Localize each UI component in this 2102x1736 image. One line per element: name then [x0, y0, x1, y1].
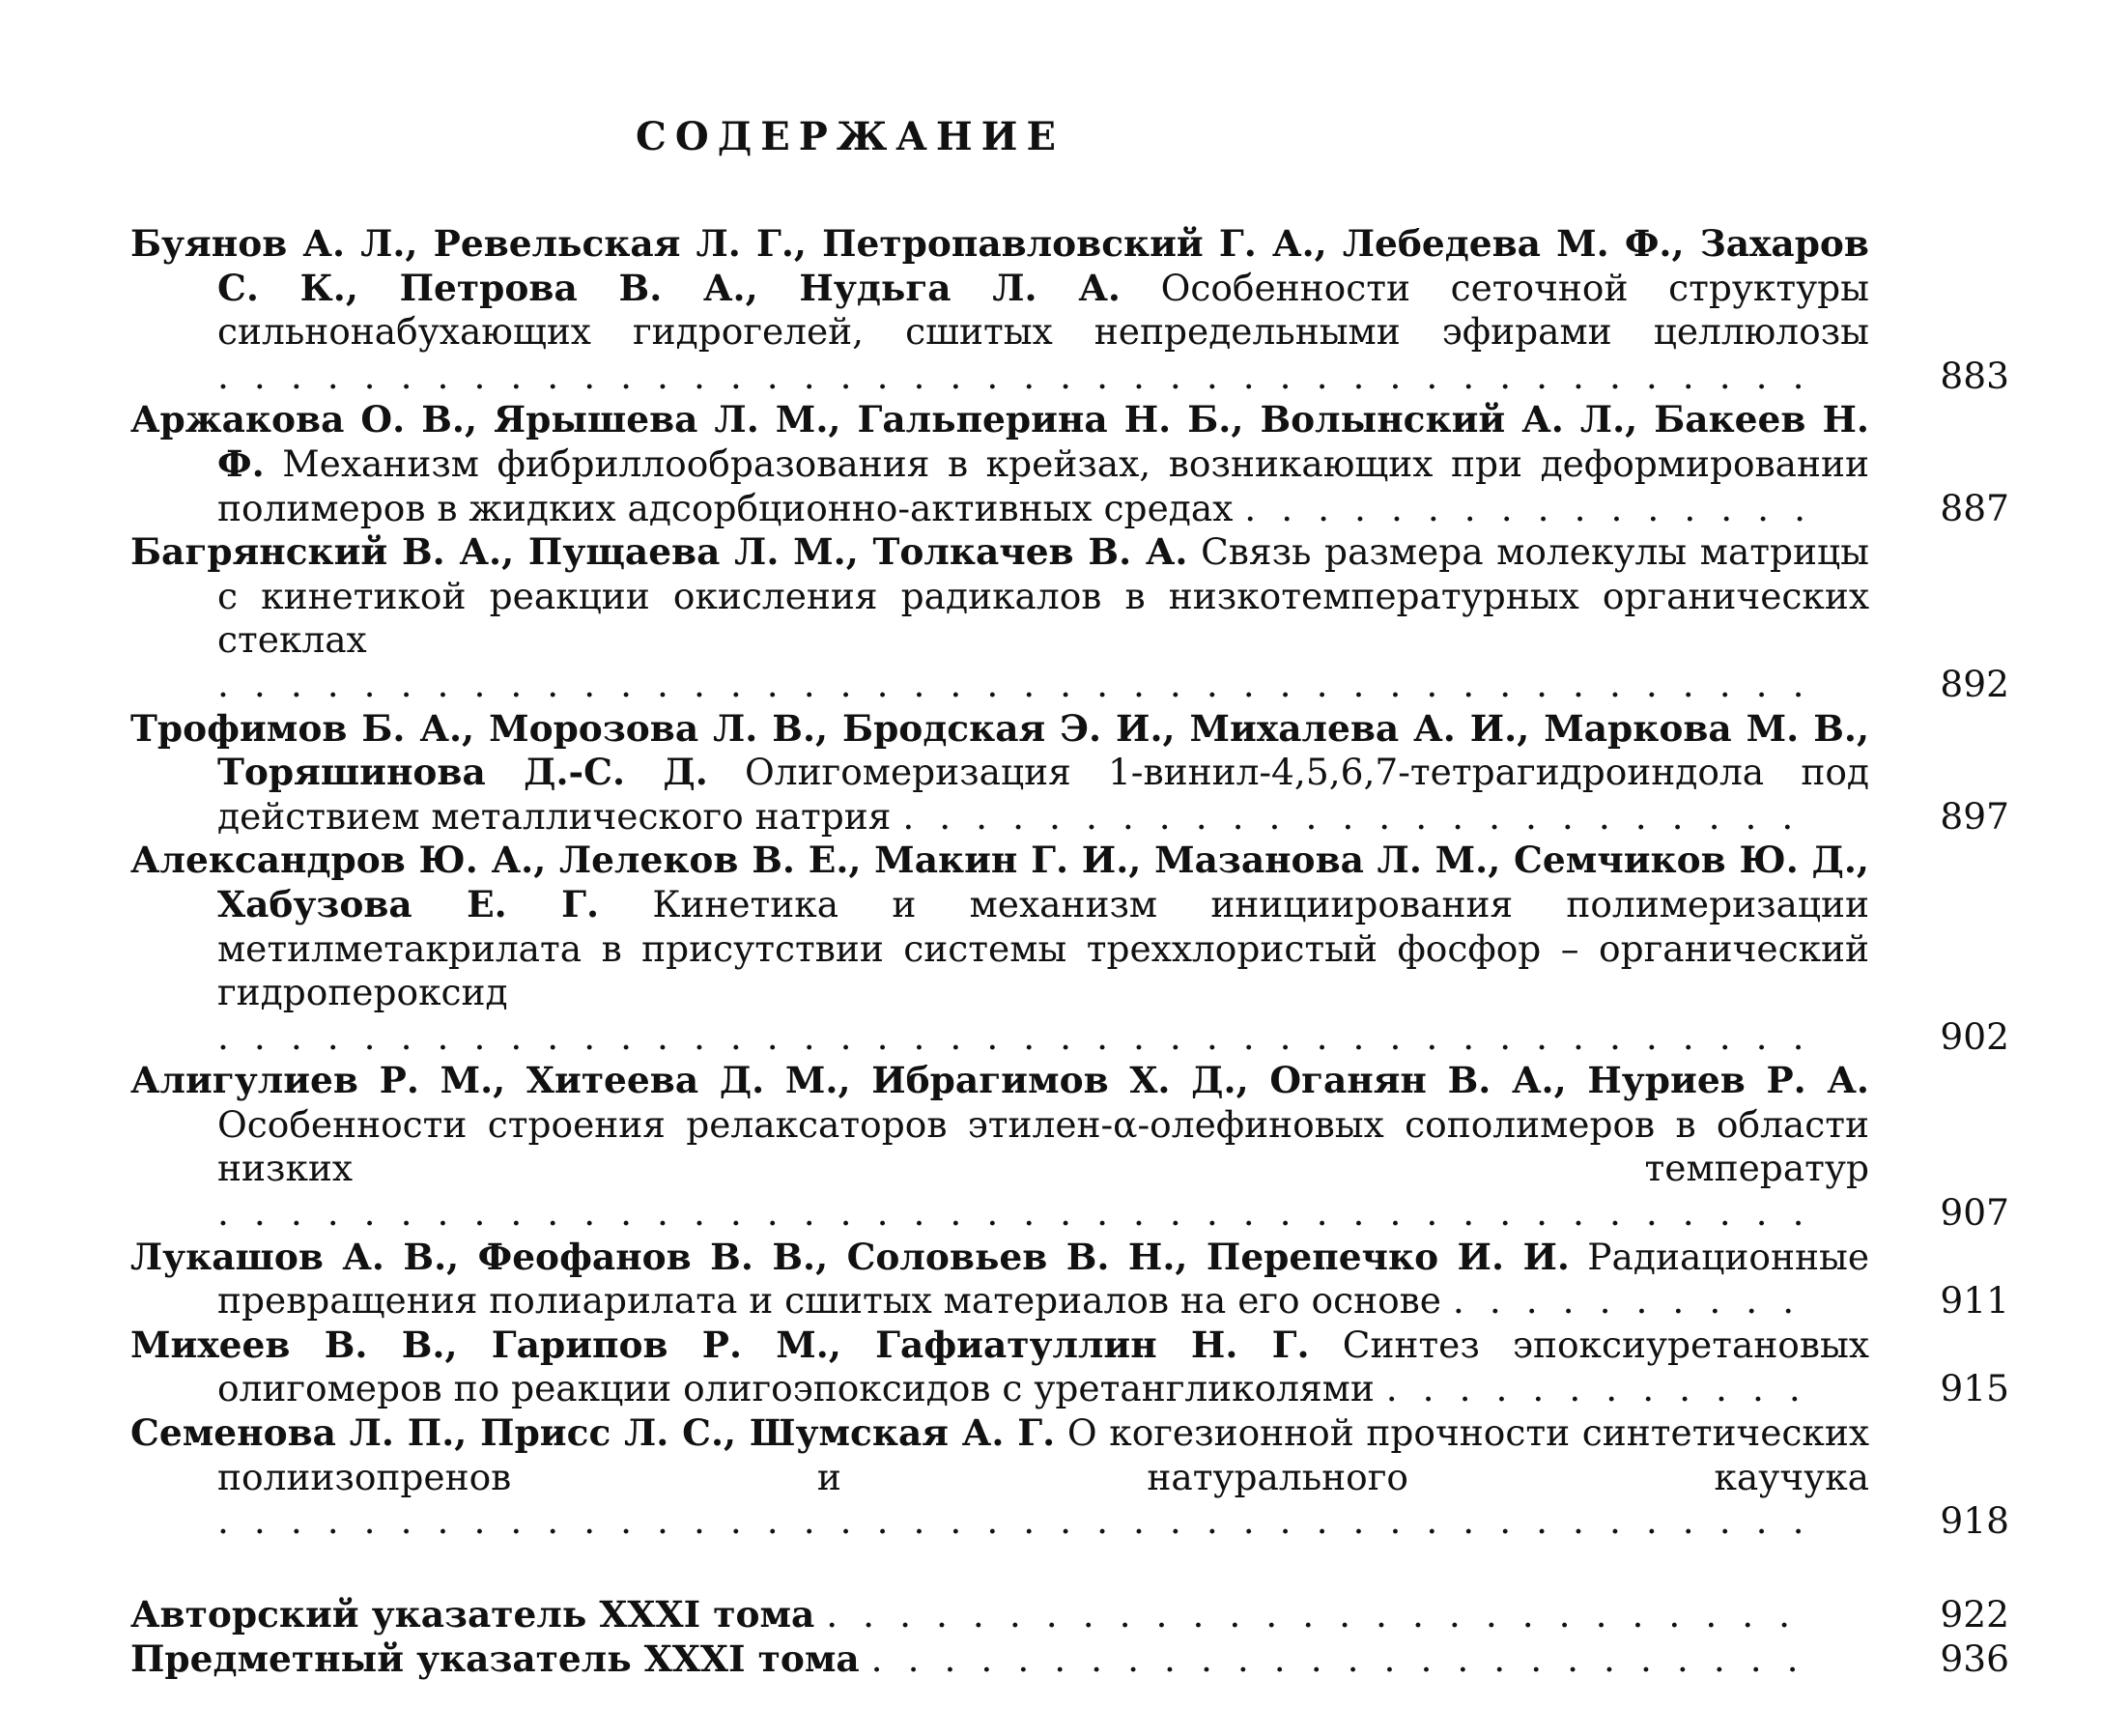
toc-entry-page: 892: [1940, 662, 2009, 705]
toc-entry-page: 883: [1940, 354, 2009, 397]
index-entry-text: [130, 1592, 1869, 1636]
toc-entry-text: [130, 222, 1869, 398]
toc-entry-title: Синтез эпоксиуретановых олигомеров по реакции олигоэпоксидов с уретангликолями: [217, 1323, 1869, 1410]
toc-entry-text: [130, 1323, 1869, 1411]
table-of-contents: [130, 222, 2009, 1681]
dot-leader: ..........................: [870, 1636, 1824, 1680]
toc-entry-title: Связь размера молекулы матрицы с кинетикой реакции окисления радикалов в низкотемпературных органических стеклах: [217, 530, 1870, 662]
index-entry-page: 936: [1940, 1636, 2009, 1680]
toc-entry: [130, 398, 2009, 530]
toc-entry-page: 902: [1940, 1014, 2009, 1058]
toc-entry-title: Особенности сеточной структуры сильнонабухающих гидрогелей, сшитых непредельными эфирами целлюлозы: [217, 266, 1870, 354]
toc-entry-authors: Семенова Л. П., Присс Л. С., Шумская А. Г.: [130, 1411, 1056, 1455]
toc-entry-page: 897: [1940, 794, 2009, 838]
toc-entry: [130, 1059, 2009, 1235]
index-entry-label: Предметный указатель XXXI тома: [130, 1636, 860, 1680]
index-entry-label: Авторский указатель XXXI тома: [130, 1592, 815, 1636]
toc-entry-authors: Алигулиев Р. М., Хитеева Д. М., Ибрагимов Х. Д., Оганян В. А., Нуриев Р. А.: [130, 1059, 1869, 1102]
index-entry: [130, 1636, 2009, 1681]
toc-entry-text: [130, 1411, 1869, 1544]
toc-entry: [130, 1236, 2009, 1323]
index-entry: [130, 1592, 2009, 1636]
dot-leader: ............................................: [217, 1191, 1830, 1235]
toc-entry: [130, 530, 2009, 706]
dot-leader: ............................................: [217, 1499, 1830, 1543]
toc-entry-authors: Аржакова О. В., Ярышева Л. М., Гальперина Н. Б., Волынский А. Л., Бакеев Н. Ф.: [130, 398, 1869, 485]
dot-leader: ............: [1385, 1367, 1826, 1410]
toc-entry-authors: Лукашов А. В., Феофанов В. В., Соловьев В. Н., Перепечко И. И.: [130, 1235, 1570, 1278]
toc-entry-page: 907: [1940, 1191, 2009, 1235]
toc-entry-title: О когезионной прочности синтетических полиизопренов и натурального каучука: [217, 1411, 1870, 1498]
dot-leader: .........................: [902, 794, 1819, 838]
toc-entry-title: Механизм фибриллообразования в крейзах, возникающих при деформировании полимеров в жидких адсорбционно-активных средах: [217, 441, 1869, 529]
toc-entry-text: [130, 707, 1869, 840]
toc-entry: [130, 707, 2009, 840]
toc-entry-authors: Трофимов Б. А., Морозова Л. В., Бродская Э. И., Михалева А. И., Маркова М. В., Торяшинова Д.-С. Д.: [130, 706, 1869, 794]
toc-entries: [130, 222, 2009, 1544]
dot-leader: ............................................: [217, 1014, 1830, 1058]
toc-entry-authors: Александров Ю. А., Лелеков В. Е., Макин Г. И., Мазанова Л. М., Семчиков Ю. Д., Хабузова Е. Г.: [130, 839, 1869, 925]
dot-leader: ............................................: [217, 662, 1830, 705]
toc-entry-title: Кинетика и механизм инициирования полимеризации метилметакрилата в присутствии системы треххлористый фосфор – органический гидропероксид: [217, 882, 1870, 1014]
page-title: СОДЕРЖАНИЕ: [636, 114, 1065, 159]
toc-entry-authors: Буянов А. Л., Ревельская Л. Г., Петропавловский Г. А., Лебедева М. Ф., Захаров С. К., Петрова В. А., Нудьга Л. А.: [130, 222, 1869, 309]
toc-entry: [130, 1323, 2009, 1411]
toc-entry-page: 887: [1940, 486, 2009, 529]
toc-entry-text: [130, 1059, 1869, 1235]
index-entry-page: 922: [1940, 1592, 2009, 1636]
toc-entry-page: 911: [1940, 1279, 2009, 1323]
toc-entry-page: 918: [1940, 1499, 2009, 1543]
toc-entry-authors: Багрянский В. А., Пущаева Л. М., Толкачев В. А.: [130, 530, 1188, 574]
dot-leader: ..........: [1452, 1279, 1820, 1323]
toc-entry-text: [130, 398, 1869, 530]
toc-entry: [130, 1411, 2009, 1544]
toc-entry-text: [130, 530, 1869, 706]
toc-entry: [130, 222, 2009, 398]
dot-leader: ............................................: [217, 354, 1830, 397]
index-entry-text: [130, 1636, 1869, 1681]
toc-entry: [130, 839, 2009, 1059]
toc-entry-text: [130, 1236, 1869, 1323]
toc-entry-text: [130, 839, 1869, 1059]
toc-entry-page: 915: [1940, 1367, 2009, 1410]
toc-entry-title: Олигомеризация 1-винил-4,5,6,7-тетрагидроиндола под действием металлического натрия: [217, 751, 1870, 838]
dot-leader: ................: [1244, 486, 1832, 529]
toc-entry-title: Особенности строения релаксаторов этилен-α-олефиновых сополимеров в области низких температур: [217, 1102, 1869, 1190]
toc-entry-authors: Михеев В. В., Гарипов Р. М., Гафиатуллин Н. Г.: [130, 1323, 1310, 1366]
dot-leader: ...........................: [826, 1592, 1816, 1636]
index-list: [130, 1592, 2009, 1681]
toc-entry-title: Радиационные превращения полиарилата и сшитых материалов на его основе: [217, 1235, 1870, 1323]
